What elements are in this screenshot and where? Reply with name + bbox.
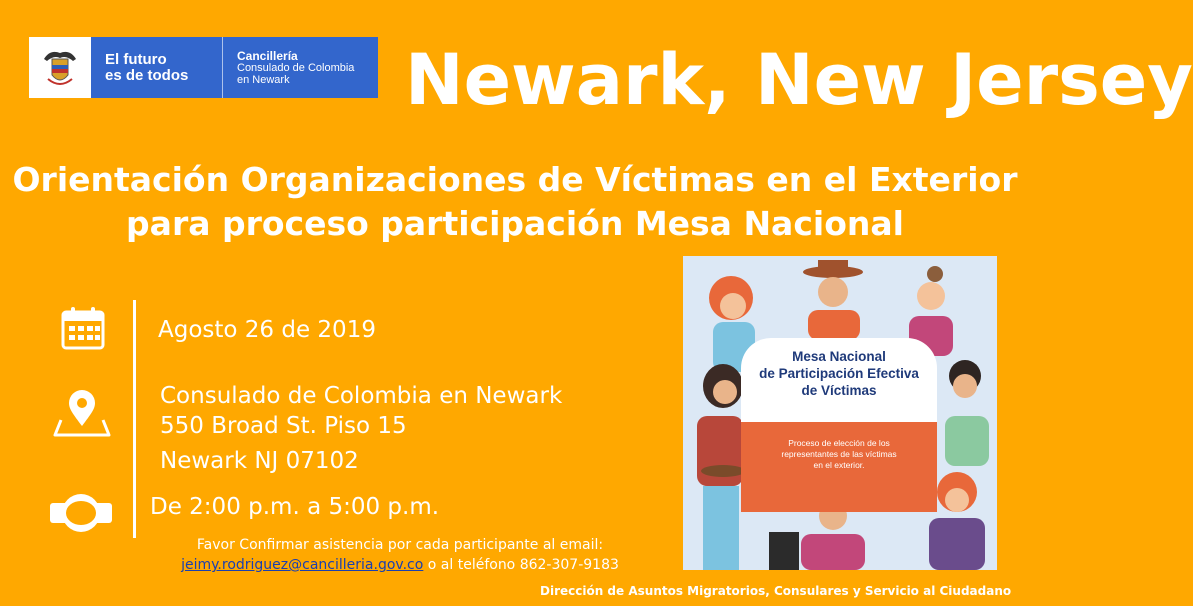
slogan	[91, 37, 223, 98]
poster-sub-line3: en el exterior.	[813, 460, 865, 470]
confirmation-note	[150, 535, 650, 575]
map-pin-icon	[53, 390, 111, 443]
contact-phone: o al teléfono 862-307-9183	[423, 557, 619, 573]
watch-icon	[50, 490, 112, 541]
page-title	[0, 158, 1030, 246]
city-title: Newark, New Jersey	[405, 39, 1193, 121]
poster-title	[741, 348, 937, 399]
event-date: Agosto 26 de 2019	[158, 317, 376, 343]
slogan-line2: es de todos	[105, 66, 189, 84]
poster-title-line2: de Participación Efectiva	[759, 366, 919, 381]
poster-title-line1: Mesa Nacional	[792, 349, 886, 364]
poster-sub-line1: Proceso de elección de los	[788, 438, 890, 448]
coat-of-arms-icon	[29, 37, 91, 98]
slogan-line1: El futuro	[105, 50, 167, 68]
contact-email-link[interactable]: jeimy.rodriguez@cancilleria.gov.co	[181, 557, 424, 573]
organization-label	[223, 37, 354, 98]
event-time: De 2:00 p.m. a 5:00 p.m.	[150, 494, 440, 520]
poster-sub-line2: representantes de las víctimas	[781, 449, 897, 459]
poster-title-line3: de Víctimas	[801, 383, 877, 398]
poster-subtitle	[741, 422, 937, 512]
location-line3: Newark NJ 07102	[160, 448, 359, 474]
mesa-nacional-poster	[683, 256, 997, 570]
calendar-icon	[60, 305, 106, 356]
org-line3: en Newark	[237, 73, 290, 86]
divider	[133, 300, 136, 538]
poster-card	[741, 338, 937, 498]
org-line2: Consulado de Colombia	[237, 61, 355, 74]
government-logo-banner	[29, 37, 378, 98]
org-name: Cancillería	[237, 48, 298, 63]
location-line1: Consulado de Colombia en Newark	[160, 383, 563, 409]
title-line1: Orientación Organizaciones de Víctimas en el Exterior	[12, 160, 1018, 199]
location-line2: 550 Broad St. Piso 15	[160, 413, 407, 439]
confirmation-text: Favor Confirmar asistencia por cada participante al email:	[196, 537, 604, 553]
title-line2: para proceso participación Mesa Nacional	[126, 204, 904, 243]
footer-department: Dirección de Asuntos Migratorios, Consulares y Servicio al Ciudadano	[540, 584, 1012, 598]
